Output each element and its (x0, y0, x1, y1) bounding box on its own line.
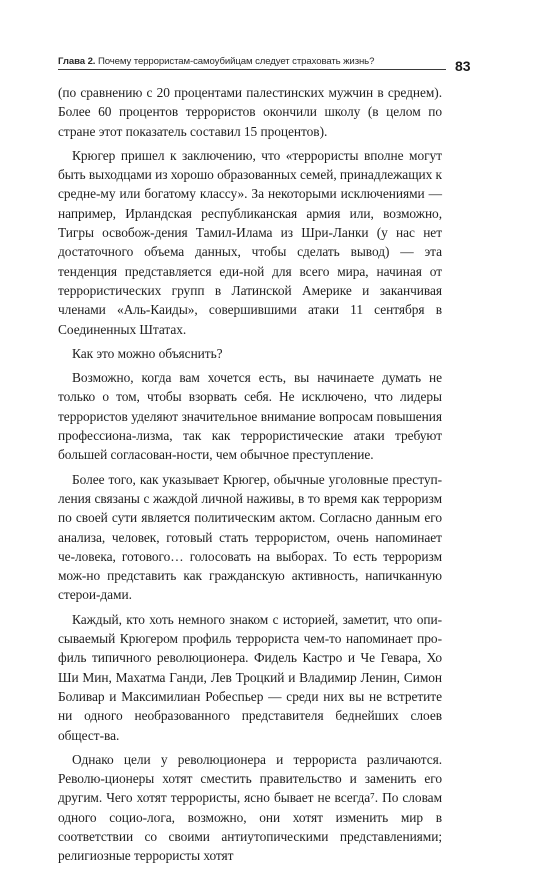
paragraph-5: Более того, как указывает Крюгер, обычные уголовные преступ-ления связаны с жаждой личной наживы, в то время как терроризм по своей сути является политическим актом. Согласно данным его анализа, человек, готовый стать террористом, очень напоминает че-ловека, готового… голосовать на выборах. То есть терроризм мож-но представить как гражданскую активность, напичканную стерои-дами. (58, 471, 442, 603)
paragraph-6: Каждый, кто хоть немного знаком с историей, заметит, что опи-сываемый Крюгером профиль террориста чем-то напоминает про-филь типичного революционера. Фидель Кастро и Че Гевара, Хо Ши Мин, Махатма Ганди, Лев Троцкий и Владимир Ленин, Симон Боливар и Максимилиан Робеспьер — среди них вы не встретите ни одного необразованного представителя беднейших слоев общест-ва. (58, 611, 442, 743)
paragraph-4: Возможно, когда вам хочется есть, вы начинаете думать не только о том, чтобы взорвать себя. Не исключено, что лидеры террористов уделяют значительное внимание вопросам повышения профессиона-лизма, так как террористические атаки требуют большей согласован-ности, чем обычное преступление. (58, 370, 442, 463)
chapter-title: Почему террористам-самоубийцам следует страховать жизнь? (97, 56, 375, 67)
chapter-label: Глава 2. (58, 56, 96, 67)
paragraph-7: Однако цели у революционера и террориста различаются. Револю-ционеры хотят сместить правительство и заменить его другим. Чего хотят террористы, ясно бывает не всегда⁷. По словам одного социо-лога, возможно, они хотят изменить мир в соответствии со своими антиутопическими представлениями; религиозные террористы хотят (58, 751, 442, 864)
header-rule (58, 69, 446, 70)
page-number: 83 (455, 58, 471, 74)
paragraph-3: Как это можно объяснить? (72, 345, 223, 361)
body-text (58, 83, 442, 871)
paragraph-1: (по сравнению с 20 процентами палестинских мужчин в среднем). Более 60 процентов террористов окончили школу (в целом по стране этот показатель составил 15 процентов). (58, 85, 442, 139)
paragraph-2: Крюгер пришел к заключению, что «террористы вполне могут быть выходцами из хорошо образованных семей, принадлежащих к средне-му или богатому классу». За некоторыми исключениями — например, Ирландская республиканская армия или, возможно, Тигры освобож-дения Тамил-Илама из Шри-Ланки (у нас нет достаточного объема данных, чтобы сделать вывод) — эта тенденция представляется еди-ной для всего мира, начиная от террористических групп в Латинской Америке и заканчивая членами «Аль-Каиды», совершившими атаки 11 сентября в Соединенных Штатах. (58, 147, 442, 337)
running-header (58, 56, 448, 67)
